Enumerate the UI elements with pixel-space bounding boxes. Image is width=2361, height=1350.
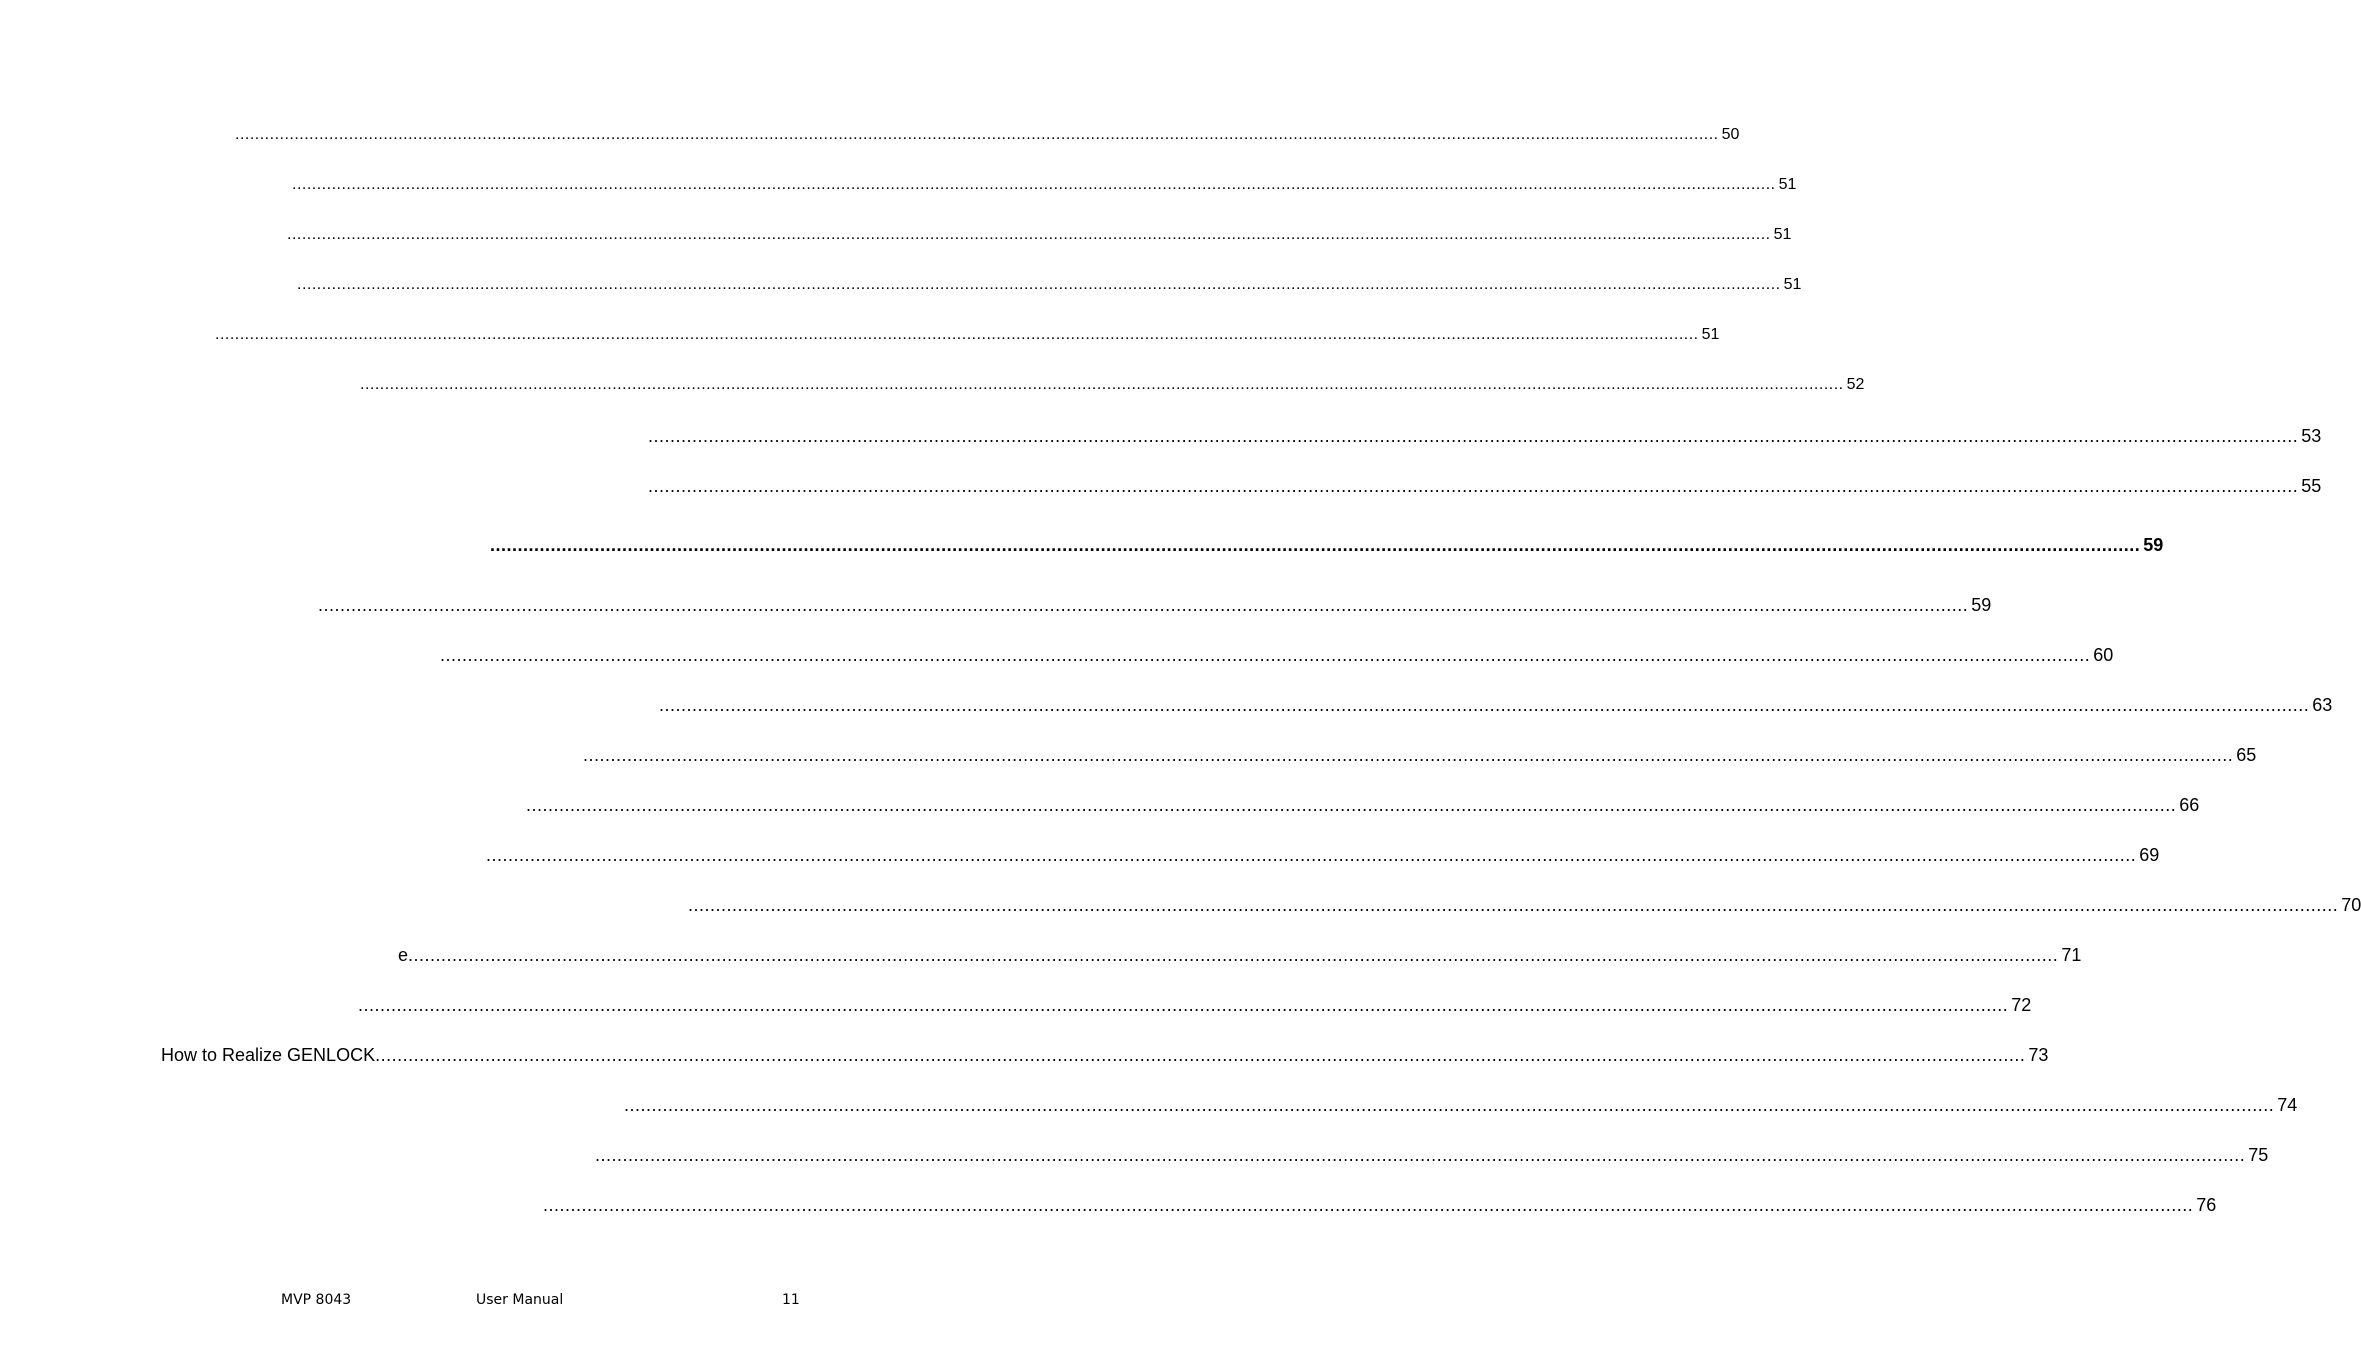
toc-leader-dots: ............................................................................................................................................................................................................................................................................................................: [486, 845, 2137, 865]
toc-entry[interactable]: [595, 1145, 2269, 1173]
toc-entry[interactable]: [688, 895, 2361, 923]
toc-entry[interactable]: [287, 226, 1792, 254]
toc-entry[interactable]: [360, 376, 1865, 404]
toc-leader-dots: ............................................................................................................................................................................................................................................................................................................: [543, 1195, 2194, 1215]
toc-leader-dots: ............................................................................................................................................................................................................................................................................................................: [595, 1145, 2246, 1165]
toc-page-number: 60: [2093, 645, 2114, 665]
footer-product: MVP 8043: [281, 1292, 352, 1308]
toc-leader-dots: ............................................................................................................................................................................................................................................................................................................: [235, 126, 1719, 143]
toc-entry[interactable]: [648, 426, 2322, 454]
toc-page-number: 72: [2011, 995, 2032, 1015]
toc-leader-dots: ............................................................................................................................................................................................................................................................................................................: [624, 1095, 2275, 1115]
toc-page-number: 59: [2143, 535, 2164, 555]
toc-page-number: 76: [2196, 1195, 2217, 1215]
toc-page-number: 66: [2179, 795, 2200, 815]
toc-leader-dots: ............................................................................................................................................................................................................................................................................................................: [526, 795, 2177, 815]
toc-entry[interactable]: [526, 795, 2200, 823]
toc-leader-dots: ............................................................................................................................................................................................................................................................................................................: [215, 326, 1699, 343]
toc-entry[interactable]: [235, 126, 1740, 154]
toc-entry[interactable]: [161, 1045, 2049, 1073]
toc-entry[interactable]: [486, 845, 2160, 873]
toc-leader-dots: ............................................................................................................................................................................................................................................................................................................: [360, 376, 1844, 393]
toc-page-number: 53: [2301, 426, 2322, 446]
toc-leader-dots: ............................................................................................................................................................................................................................................................................................................: [648, 476, 2299, 496]
toc-entry[interactable]: [358, 995, 2032, 1023]
toc-entry[interactable]: [659, 695, 2333, 723]
toc-leader-dots: ............................................................................................................................................................................................................................................................................................................: [292, 176, 1776, 193]
toc-leader-dots: ............................................................................................................................................................................................................................................................................................................: [408, 945, 2059, 965]
toc-page-number: 51: [1783, 276, 1802, 293]
toc-leader-dots: ............................................................................................................................................................................................................................................................................................................: [318, 595, 1969, 615]
toc-page-number: 51: [1778, 176, 1797, 193]
toc-leader-dots: ............................................................................................................................................................................................................................................................................................................: [297, 276, 1781, 293]
footer-doc-title: User Manual: [476, 1292, 564, 1308]
toc-page-number: 63: [2312, 695, 2333, 715]
toc-page-number: 65: [2236, 745, 2257, 765]
toc-entry-title: How to Realize GENLOCK: [161, 1045, 376, 1065]
toc-leader-dots: ............................................................................................................................................................................................................................................................................................................: [375, 1045, 2026, 1065]
toc-leader-dots: ............................................................................................................................................................................................................................................................................................................: [287, 226, 1771, 243]
toc-entry[interactable]: [583, 745, 2257, 773]
toc-page-number: 50: [1721, 126, 1740, 143]
toc-entry[interactable]: [648, 476, 2322, 504]
toc-entry[interactable]: [318, 595, 1992, 623]
toc-entry-title: e: [398, 945, 409, 965]
toc-page-number: 73: [2028, 1045, 2049, 1065]
toc-leader-dots: ............................................................................................................................................................................................................................................................................................................: [648, 426, 2299, 446]
toc-entry[interactable]: [297, 276, 1802, 304]
footer-page-number: 11: [782, 1292, 800, 1308]
toc-leader-dots: ............................................................................................................................................................................................................................................................................................................: [490, 535, 2141, 555]
toc-entry[interactable]: [440, 645, 2114, 673]
toc-entry[interactable]: [398, 945, 2082, 973]
toc-leader-dots: ............................................................................................................................................................................................................................................................................................................: [358, 995, 2009, 1015]
toc-leader-dots: ............................................................................................................................................................................................................................................................................................................: [583, 745, 2234, 765]
toc-page-number: 69: [2139, 845, 2160, 865]
toc-page-number: 70: [2341, 895, 2361, 915]
toc-entry[interactable]: [543, 1195, 2217, 1223]
toc-page-number: 59: [1971, 595, 1992, 615]
toc-entry[interactable]: [624, 1095, 2298, 1123]
toc-entry[interactable]: [490, 535, 2164, 563]
toc-page-number: 71: [2061, 945, 2082, 965]
toc-page-number: 75: [2248, 1145, 2269, 1165]
toc-entry[interactable]: [292, 176, 1797, 204]
toc-entry[interactable]: [215, 326, 1720, 354]
toc-page-number: 51: [1773, 226, 1792, 243]
toc-leader-dots: ............................................................................................................................................................................................................................................................................................................: [440, 645, 2091, 665]
toc-page-number: 74: [2277, 1095, 2298, 1115]
toc-leader-dots: ............................................................................................................................................................................................................................................................................................................: [688, 895, 2339, 915]
toc-leader-dots: ............................................................................................................................................................................................................................................................................................................: [659, 695, 2310, 715]
toc-page-number: 55: [2301, 476, 2322, 496]
toc-page-number: 52: [1846, 376, 1865, 393]
toc-page-number: 51: [1701, 326, 1720, 343]
